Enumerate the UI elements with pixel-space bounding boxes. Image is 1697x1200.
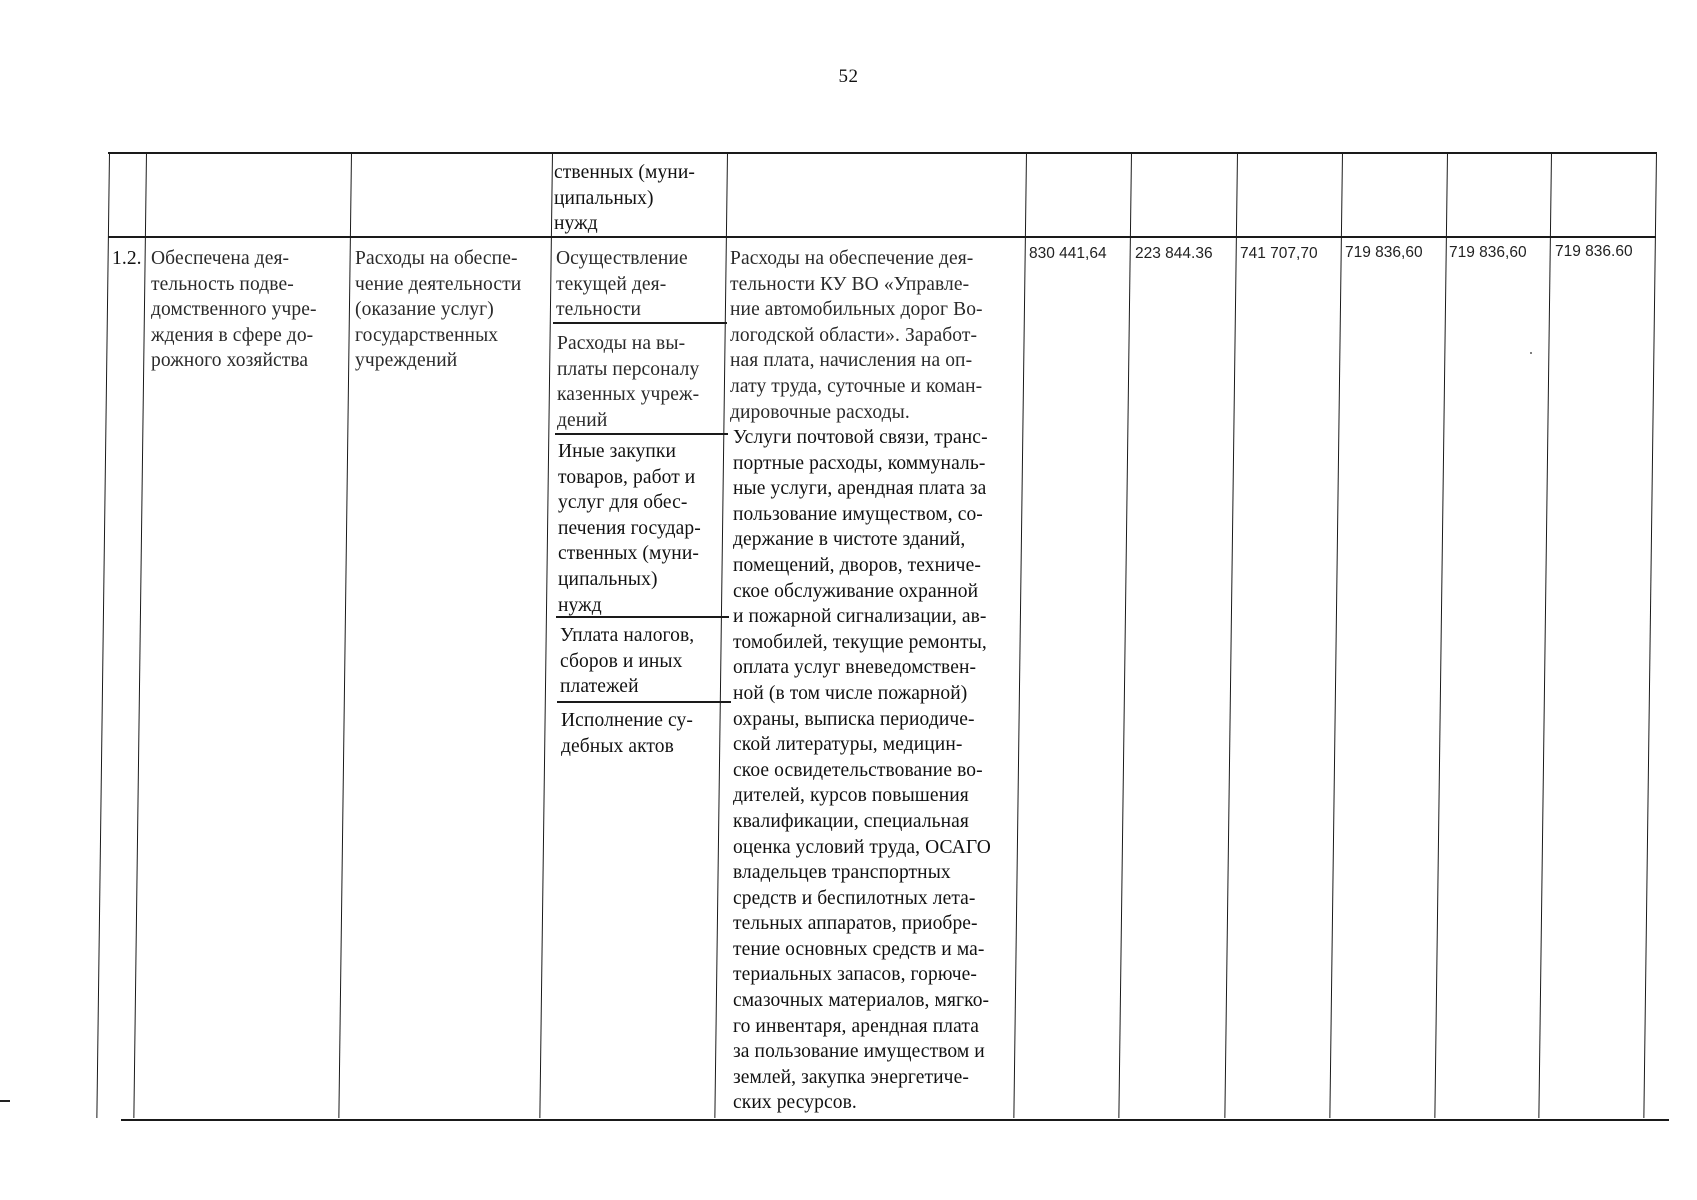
col-border-5	[1013, 152, 1027, 1118]
col-border-10	[1538, 152, 1552, 1118]
description-part-1: Расходы на обеспечение дея- тельности КУ ВО «Управле- ние автомобильных дорог Во- логодской области». Заработ- ная плата, начисления на оп- лату труда, суточные и коман- дировочные расходы.	[730, 248, 983, 423]
col-border-3	[539, 152, 553, 1118]
amount-year-5: 719 836,60	[1449, 244, 1527, 261]
margin-mark	[0, 1100, 10, 1102]
row-expense-category: Расходы на обеспе- чение деятельности (оказание услуг) государственных учреждений	[355, 248, 522, 372]
amount-year-1: 830 441,64	[1029, 245, 1107, 262]
page-number: 52	[838, 66, 859, 87]
row-divider	[108, 236, 1656, 238]
col-border-8	[1329, 152, 1343, 1118]
continuation-purchase-type: ственных (муни- ципальных) нужд	[554, 162, 695, 235]
expense-type-court-acts: Исполнение су- дебных актов	[561, 710, 693, 757]
amount-year-2: 223 844.36	[1135, 245, 1213, 262]
table-bottom-border	[121, 1119, 1669, 1121]
expense-type-divider-4	[557, 701, 731, 703]
col-border-2	[338, 152, 352, 1118]
expense-type-procurement: Иные закупки товаров, работ и услуг для обес- печения государ- ственных (муни- ципальных) нужд	[558, 441, 701, 616]
col-border-4	[714, 152, 728, 1118]
description-part-2: Услуги почтовой связи, транс- портные расходы, коммуналь- ные услуги, арендная плата за пользование имуществом, со- держание в чистоте зданий, помещений, дворов, техниче- ское обслуживание охранной и пожарной сигнализации, ав- томобилей, текущие ремонты, оплата услуг вневедомствен- ной (в том числе пожарной) охраны, выписка периодиче- ской литературы, медицин- ское освидетельствование во- дителей, курсов повышения квалификации, специальная оценка условий труда, ОСАГО владельцев транспортных средств и беспилотных лета- тельных аппаратов, приобре- тение основных средств и ма- териальных запасов, горюче- смазочных материалов, мягко- го инвентаря, арендная плата за пользование имуществом и землей, закупка энергетиче- ских ресурсов.	[733, 427, 991, 1114]
col-border-6	[1118, 152, 1132, 1118]
amount-year-6: 719 836.60	[1555, 243, 1633, 260]
amount-year-3: 741 707,70	[1240, 245, 1318, 262]
amount-year-4: 719 836,60	[1345, 244, 1423, 261]
expense-type-personnel: Расходы на вы- платы персоналу казенных учреж- дений	[557, 333, 700, 431]
col-border-0	[96, 152, 110, 1118]
col-border-9	[1434, 152, 1448, 1118]
table-top-border	[108, 152, 1656, 154]
col-border-1	[133, 152, 147, 1118]
row-number: 1.2.	[112, 248, 142, 269]
row-result: Обеспечена дея- тельность подве- домственного учре- ждения в сфере до- рожного хозяйства	[151, 248, 317, 372]
col-border-7	[1224, 152, 1238, 1118]
col-border-11	[1643, 152, 1657, 1118]
expense-type-taxes: Уплата налогов, сборов и иных платежей	[560, 625, 695, 698]
expense-type-current-activity: Осуществление текущей дея- тельности	[556, 248, 688, 321]
scan-speck	[1530, 352, 1532, 354]
